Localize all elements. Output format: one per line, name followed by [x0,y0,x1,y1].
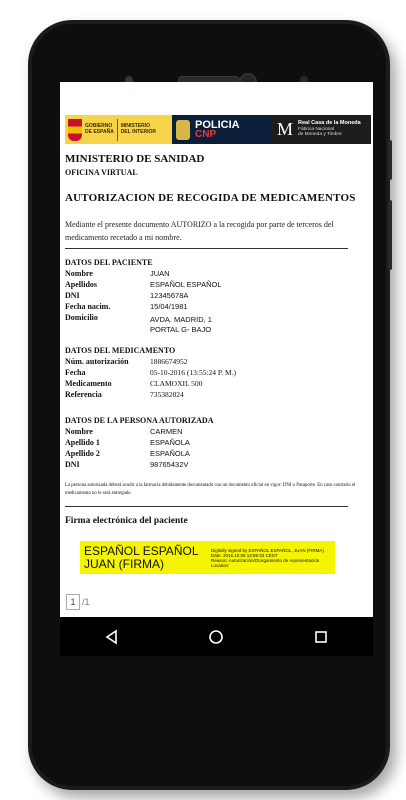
date-value: 05-10-2016 (13:55:24 P. M.) [150,368,237,377]
document-title: AUTORIZACION DE RECOGIDA DE MEDICAMENTOS [65,192,356,204]
moneda-logo [271,115,371,144]
current-page-input[interactable]: 1 [66,594,80,610]
home-button[interactable] [196,622,236,652]
auth-number: 1886674952 [150,357,188,366]
power-button [388,140,392,180]
patient-dni: 12345678A [150,291,189,300]
back-button[interactable] [92,622,132,652]
recents-button[interactable] [301,622,341,652]
legal-note: La persona autorizada deberá acudir a la farmacia debidamente documentado con un documento oficial en vigor: DNI o Pasaporte. En caso contrario el medicamento no le será entregado. [65,483,356,496]
authorized-heading: DATOS DE LA PERSONA AUTORIZADA [65,416,214,425]
auth-surname2-label: Apellido 2 [65,449,100,458]
recents-square-icon [313,629,329,645]
volume-button [388,200,392,270]
auth-dni-label: DNI [65,460,80,469]
police-top: POLICIA [195,118,240,131]
ministry-line2: DEL INTERIOR [120,128,157,135]
auth-name: CARMEN [150,427,183,436]
auth-surname1: ESPAÑOLA [150,438,190,447]
divider [65,248,348,249]
patient-address-2: PORTAL G- BAJO [150,325,212,334]
gov-line2: DE ESPAÑA [85,128,114,135]
android-nav-bar [60,617,373,656]
coat-of-arms-icon [68,119,82,141]
auth-name-label: Nombre [65,427,93,436]
medication-heading: DATOS DEL MEDICAMENTO [65,346,176,355]
patient-surnames-label: Apellidos [65,280,98,289]
sig-meta-4: Location: [210,562,230,568]
gov-line1: GOBIERNO [85,123,113,129]
auth-surname1-label: Apellido 1 [65,438,100,447]
patient-birth-label: Fecha nacim. [65,302,111,311]
medicine-value: CLAMOXIL 500 [150,379,203,388]
page-indicator [66,594,90,610]
ministry-line1: MINISTERIO [120,123,150,129]
header-banner [65,115,371,144]
auth-surname2: ESPAÑOLA [150,449,190,458]
auth-label: Núm. autorización [65,357,129,366]
back-triangle-icon [104,629,120,645]
policia-logo [172,115,271,144]
signature-heading: Firma electrónica del paciente [65,516,188,526]
signature-line1: ESPAÑOL ESPAÑOL [84,543,199,558]
patient-birth: 15/04/1981 [150,302,188,311]
sig-meta-3: Reason: Autorización/Otorgamiento de representación [210,557,320,563]
date-label: Fecha [65,368,86,377]
sig-meta-1: Digitally signed by ESPAÑOL ESPAÑOL, JUAN (FIRMA) [210,547,324,553]
police-badge-icon [176,120,190,140]
crown-m-icon: M [277,119,294,139]
phone-screen [60,82,373,656]
office-subtitle: OFICINA VIRTUAL [65,168,138,177]
ministry-title: MINISTERIO DE SANIDAD [65,153,205,165]
auth-dni: 98765432V [150,460,189,469]
mint-line2: Fábrica Nacional [298,126,335,132]
patient-dni-label: DNI [65,291,80,300]
sig-meta-2: Date: 2016.10.05 13:55:33 CEST [210,552,278,558]
patient-surnames: ESPAÑOL ESPAÑOL [150,280,222,289]
medicine-label: Medicamento [65,379,112,388]
gobierno-logo [65,115,172,144]
reference-value: 735382824 [150,390,184,399]
mint-line1: Real Casa de la Moneda [298,120,361,127]
total-pages: /1 [82,597,90,607]
intro-paragraph: Mediante el presente documento AUTORIZO a la recogida por parte de terceros del medicamento recetado a mi nombre. [65,220,334,242]
police-sub: CNP [195,128,217,140]
home-circle-icon [208,629,224,645]
digital-signature-stamp[interactable] [80,541,335,574]
pdf-document[interactable] [60,82,373,617]
patient-name-label: Nombre [65,269,93,278]
patient-heading: DATOS DEL PACIENTE [65,258,153,267]
reference-label: Referencia [65,390,102,399]
patient-name: JUAN [150,269,170,278]
signature-line2: JUAN (FIRMA) [84,556,164,571]
divider [65,506,348,507]
patient-address-label: Domicilio [65,313,98,322]
patient-address-1: AVDA. MADRID, 1 [150,315,212,324]
mint-line3: de Moneda y Timbre [298,132,342,138]
